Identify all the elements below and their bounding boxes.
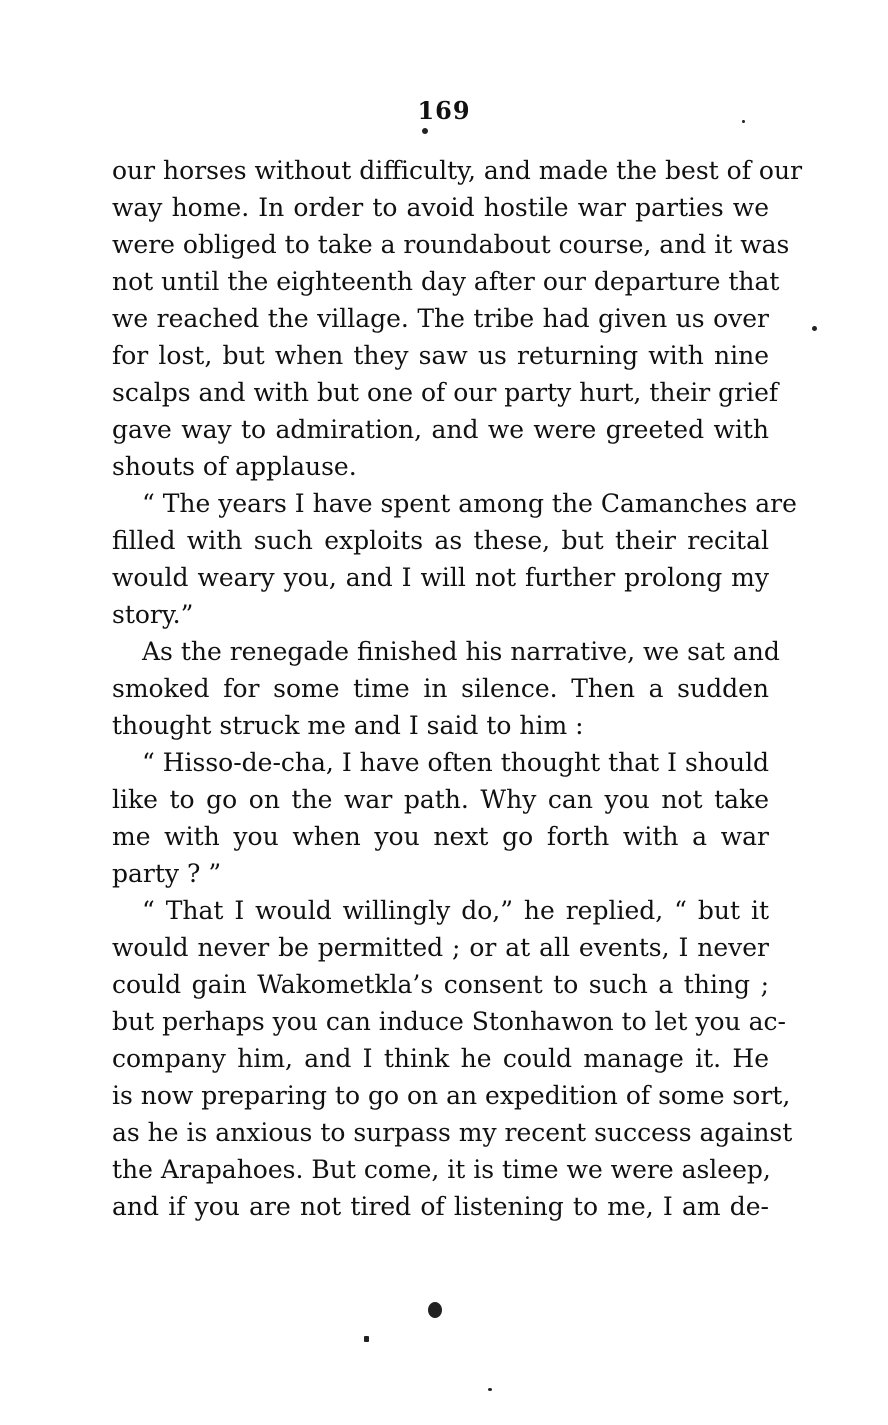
- text-line: not until the eighteenth day after our departure that: [112, 267, 780, 296]
- text-line: our horses without difficulty, and made the best of our: [112, 156, 803, 185]
- scan-speck: [742, 120, 745, 123]
- text-line: “ The years I have spent among the Camanches are: [142, 489, 797, 518]
- text-line: scalps and with but one of our party hurt, their grief: [112, 378, 779, 407]
- text-line: could gain Wakometkla’s consent to such a thing ;: [112, 970, 769, 999]
- text-line: As the renegade finished his narrative, we sat and: [142, 637, 780, 666]
- text-line: story.”: [112, 600, 194, 629]
- text-line: would never be permitted ; or at all events, I never: [112, 933, 769, 962]
- text-line: the Arapahoes. But come, it is time we were asleep,: [112, 1155, 771, 1184]
- text-line: and if you are not tired of listening to me, I am de-: [112, 1192, 769, 1221]
- text-line: thought struck me and I said to him :: [112, 711, 584, 740]
- text-line: me with you when you next go forth with a war: [112, 822, 769, 851]
- body-text: [112, 152, 803, 1225]
- scan-speck: [812, 326, 817, 331]
- text-line: shouts of applause.: [112, 452, 357, 481]
- text-line: smoked for some time in silence. Then a sudden: [112, 674, 769, 703]
- text-line: as he is anxious to surpass my recent success against: [112, 1118, 793, 1147]
- text-line: would weary you, and I will not further prolong my: [112, 563, 769, 592]
- text-line: we reached the village. The tribe had given us over: [112, 304, 769, 333]
- text-line: like to go on the war path. Why can you not take: [112, 785, 769, 814]
- text-line: party ? ”: [112, 859, 222, 888]
- text-line: for lost, but when they saw us returning with nine: [112, 341, 769, 370]
- text-line: but perhaps you can induce Stonhawon to let you ac-: [112, 1007, 786, 1036]
- scan-speck: [488, 1388, 492, 1391]
- text-line: is now preparing to go on an expedition of some sort,: [112, 1081, 791, 1110]
- text-line: way home. In order to avoid hostile war parties we: [112, 193, 769, 222]
- scan-speck: [422, 128, 428, 134]
- text-line: filled with such exploits as these, but their recital: [112, 526, 769, 555]
- scan-speck: [428, 1302, 442, 1318]
- text-line: gave way to admiration, and we were greeted with: [112, 415, 769, 444]
- scan-speck: [364, 1336, 369, 1342]
- text-line: “ Hisso-de-cha, I have often thought that I should: [142, 748, 770, 777]
- text-line: “ That I would willingly do,” he replied, “ but it: [142, 896, 769, 925]
- page-number: 169: [417, 96, 471, 125]
- text-line: were obliged to take a roundabout course, and it was: [112, 230, 790, 259]
- text-line: company him, and I think he could manage it. He: [112, 1044, 769, 1073]
